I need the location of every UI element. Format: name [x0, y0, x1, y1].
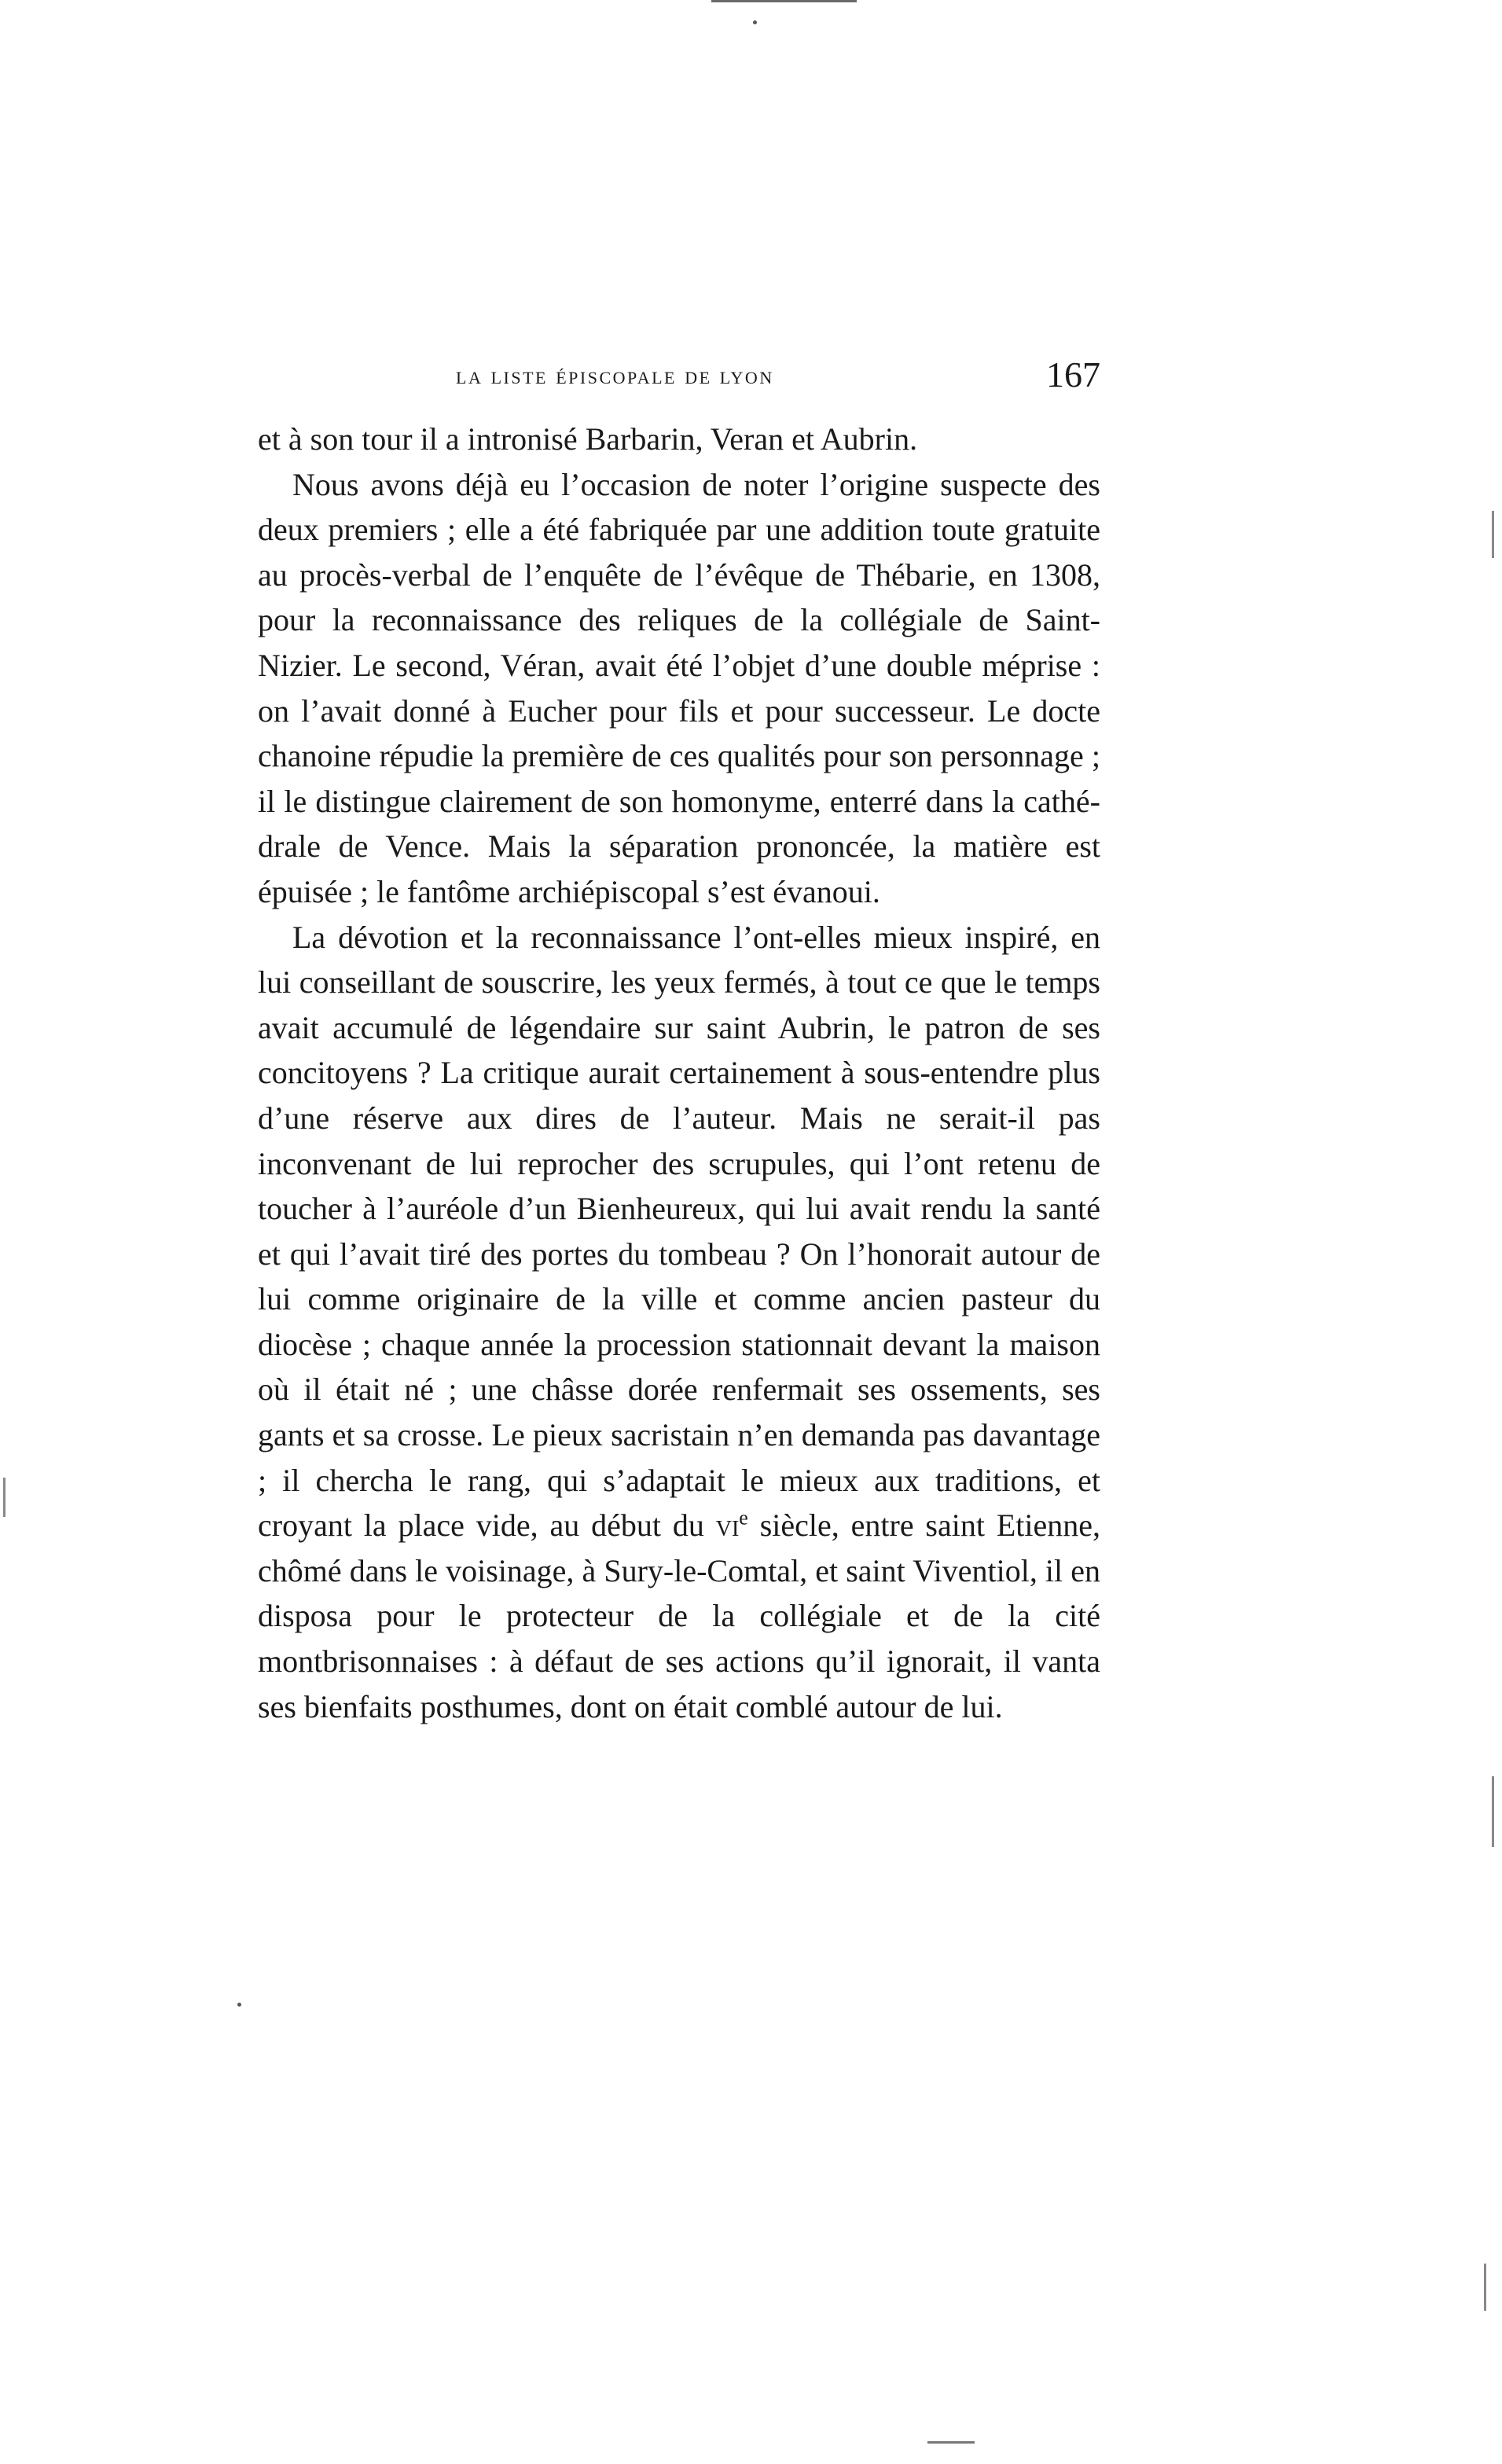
scan-edge-mark: [1492, 511, 1494, 558]
body-text: [258, 417, 1100, 1729]
running-title: la liste épiscopale de lyon: [456, 362, 774, 389]
paragraph-3: [258, 915, 1100, 1730]
scan-edge-mark: [3, 1478, 6, 1517]
paragraph-3-text-b: siècle, entre saint Etienne, chômé dans le voisinage, à Sury-le-Comtal, et saint Viventiol, il en disposa pour le protecteur de la collégiale et de la cité montbrisonnaises : à défaut de ses actions qu’il ignorait, il vanta ses bienfaits posthumes, dont on était comblé autour de lui.: [258, 1507, 1101, 1724]
scan-edge-mark: [1492, 1776, 1494, 1847]
scan-edge-mark: [1484, 2264, 1486, 2311]
paragraph-2: Nous avons déjà eu l’occasion de noter l’origine suspecte des deux premiers ; elle a été fabriquée par une addition toute gratuite au procès-verbal de l’enquête de l’évêque de Thébarie, en 1308, pour la reconnaissance des reliques de la collégiale de Saint-Nizier. Le second, Véran, avait été l’objet d’une double méprise : on l’avait donné à Eucher pour fils et pour successeur. Le docte chanoine répudie la première de ces qualités pour son personnage ; il le distingue clairement de son homonyme, enterré dans la cathédrale de Vence. Mais la séparation prononcée, la matière est épuisée ; le fantôme archiépiscopal s’est évanoui.: [258, 466, 1100, 909]
scan-rule-top: [711, 0, 857, 2]
century-suffix: e: [739, 1506, 748, 1529]
paragraph-1: et à son tour il a intronisé Barbarin, Veran et Aubrin.: [258, 421, 918, 457]
century-numeral: vi: [715, 1507, 740, 1544]
scan-speck: [753, 20, 757, 24]
page-number: 167: [1046, 354, 1100, 395]
paragraph-3-text-a: La dévotion et la reconnaissance l’ont-elles mieux inspiré, en lui conseillant de souscrire, les yeux fermés, à tout ce que le temps avait accumulé de légendaire sur saint Aubrin, le patron de ses concitoyens ? La critique aurait certainement à sous-entendre plus d’une réserve aux dires de l’auteur. Mais ne serait-il pas inconvenant de lui reprocher des scrupules, qui l’ont retenu de toucher à l’auréole d’un Bienheureux, qui lui avait rendu la santé et qui l’avait tiré des portes du tombeau ? On l’honorait autour de lui comme originaire de la ville et comme ancien pasteur du diocèse ; chaque année la procession stationnait devant la maison où il était né ; une châsse dorée renfermait ses ossements, ses gants et sa crosse. Le pieux sacristain n’en demanda pas davantage ; il chercha le rang, qui s’adaptait le mieux aux traditions, et croyant la place vide, au début du: [258, 919, 1100, 1544]
running-head: [259, 354, 1100, 401]
scan-rule-bottom: [927, 2441, 975, 2444]
scan-speck: [237, 2003, 241, 2007]
